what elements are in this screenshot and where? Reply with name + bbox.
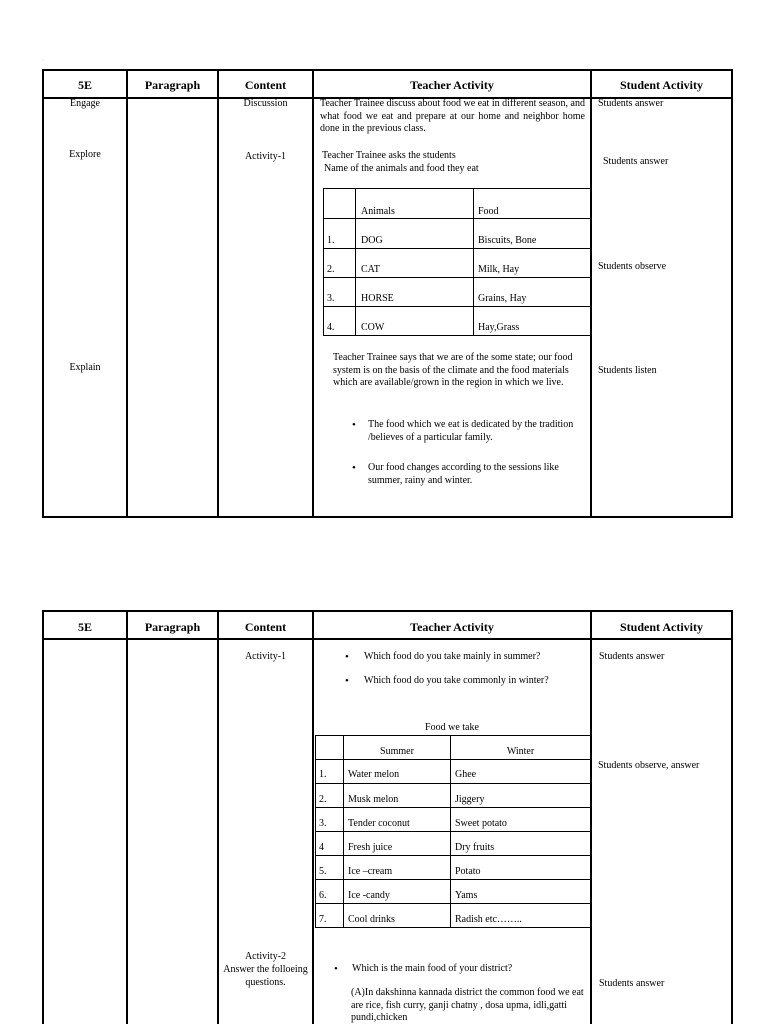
- phase-engage: Engage: [70, 98, 100, 109]
- food-table-title: Food we take: [425, 722, 479, 733]
- table1-bottom-border: [42, 516, 733, 518]
- explain-student-text: Students listen: [598, 365, 657, 376]
- table1-header-paragraph: Paragraph: [144, 78, 201, 92]
- activity2-student-answer: Students answer: [599, 978, 665, 989]
- question-summer: Which food do you take mainly in summer?: [364, 651, 541, 662]
- table2-header-paragraph: Paragraph: [144, 620, 201, 634]
- explore-teacher-line1: Teacher Trainee asks the students: [322, 150, 456, 161]
- table1-header-5e: 5E: [77, 78, 92, 92]
- explore-student-observe: Students observe: [598, 261, 667, 272]
- engage-teacher-text: Teacher Trainee discuss about food we eat in different season, and what food we eat and prepare at our home and neighbor home done in the previous class.: [320, 98, 585, 134]
- bullet-icon: •: [352, 462, 356, 474]
- activity1-student-answer: Students answer: [599, 651, 665, 662]
- food-header-winter: Winter: [506, 746, 535, 757]
- phase-explore: Explore: [69, 149, 101, 160]
- question-main-food: Which is the main food of your district?: [352, 963, 513, 974]
- bullet-icon: •: [345, 675, 349, 687]
- answer-a: (A)In dakshinna kannada district the common food we eat are rice, fish curry, ganji chatny , dosa upma, idli,gatti pundi,chicken: [351, 987, 584, 1023]
- table1-header-teacher: Teacher Activity: [410, 78, 494, 92]
- bullet-icon: •: [352, 419, 356, 431]
- table1-header-content: Content: [244, 78, 287, 92]
- table2-header-content: Content: [244, 620, 287, 634]
- table2-header-divider: [42, 638, 733, 640]
- content-activity-2-line3: questions.: [245, 977, 286, 988]
- page-dot: ·: [42, 58, 44, 64]
- table2-top-border: [42, 610, 733, 612]
- table2-header-student: Student Activity: [619, 620, 703, 634]
- content-activity-2-line2: Answer the folloeing: [223, 964, 308, 975]
- explain-teacher-text: Teacher Trainee says that we are of the some state; our food system is on the basis of the climate and the food materials which are available/grown in the region in which we live.: [333, 352, 573, 388]
- animals-header-food: Food: [478, 206, 499, 217]
- explain-bullet-1: The food which we eat is dedicated by the tradition /believes of a particular family.: [368, 419, 574, 443]
- table1-header-student: Student Activity: [619, 78, 703, 92]
- food-header-summer: Summer: [380, 746, 414, 757]
- explore-student-answer: Students answer: [603, 156, 669, 167]
- content-discussion: Discussion: [243, 98, 288, 109]
- explain-bullet-2: Our food changes according to the sessions like summer, rainy and winter.: [368, 462, 559, 486]
- question-winter: Which food do you take commonly in winter?: [364, 675, 549, 686]
- content-activity-1: Activity-1: [244, 151, 287, 162]
- table2-header-teacher: Teacher Activity: [410, 620, 494, 634]
- engage-student-text: Students answer: [598, 98, 664, 109]
- animals-header-animals: Animals: [361, 206, 395, 217]
- table1-top-border: [42, 69, 733, 71]
- bullet-icon: •: [345, 651, 349, 663]
- phase-explain: Explain: [69, 362, 101, 373]
- content-activity-1: Activity-1: [244, 651, 287, 662]
- explore-teacher-line2: Name of the animals and food they eat: [324, 163, 479, 174]
- bullet-icon: •: [334, 963, 338, 975]
- table2-header-5e: 5E: [77, 620, 92, 634]
- activity1-student-observe: Students observe, answer: [598, 760, 700, 771]
- content-activity-2: Activity-2: [244, 951, 287, 962]
